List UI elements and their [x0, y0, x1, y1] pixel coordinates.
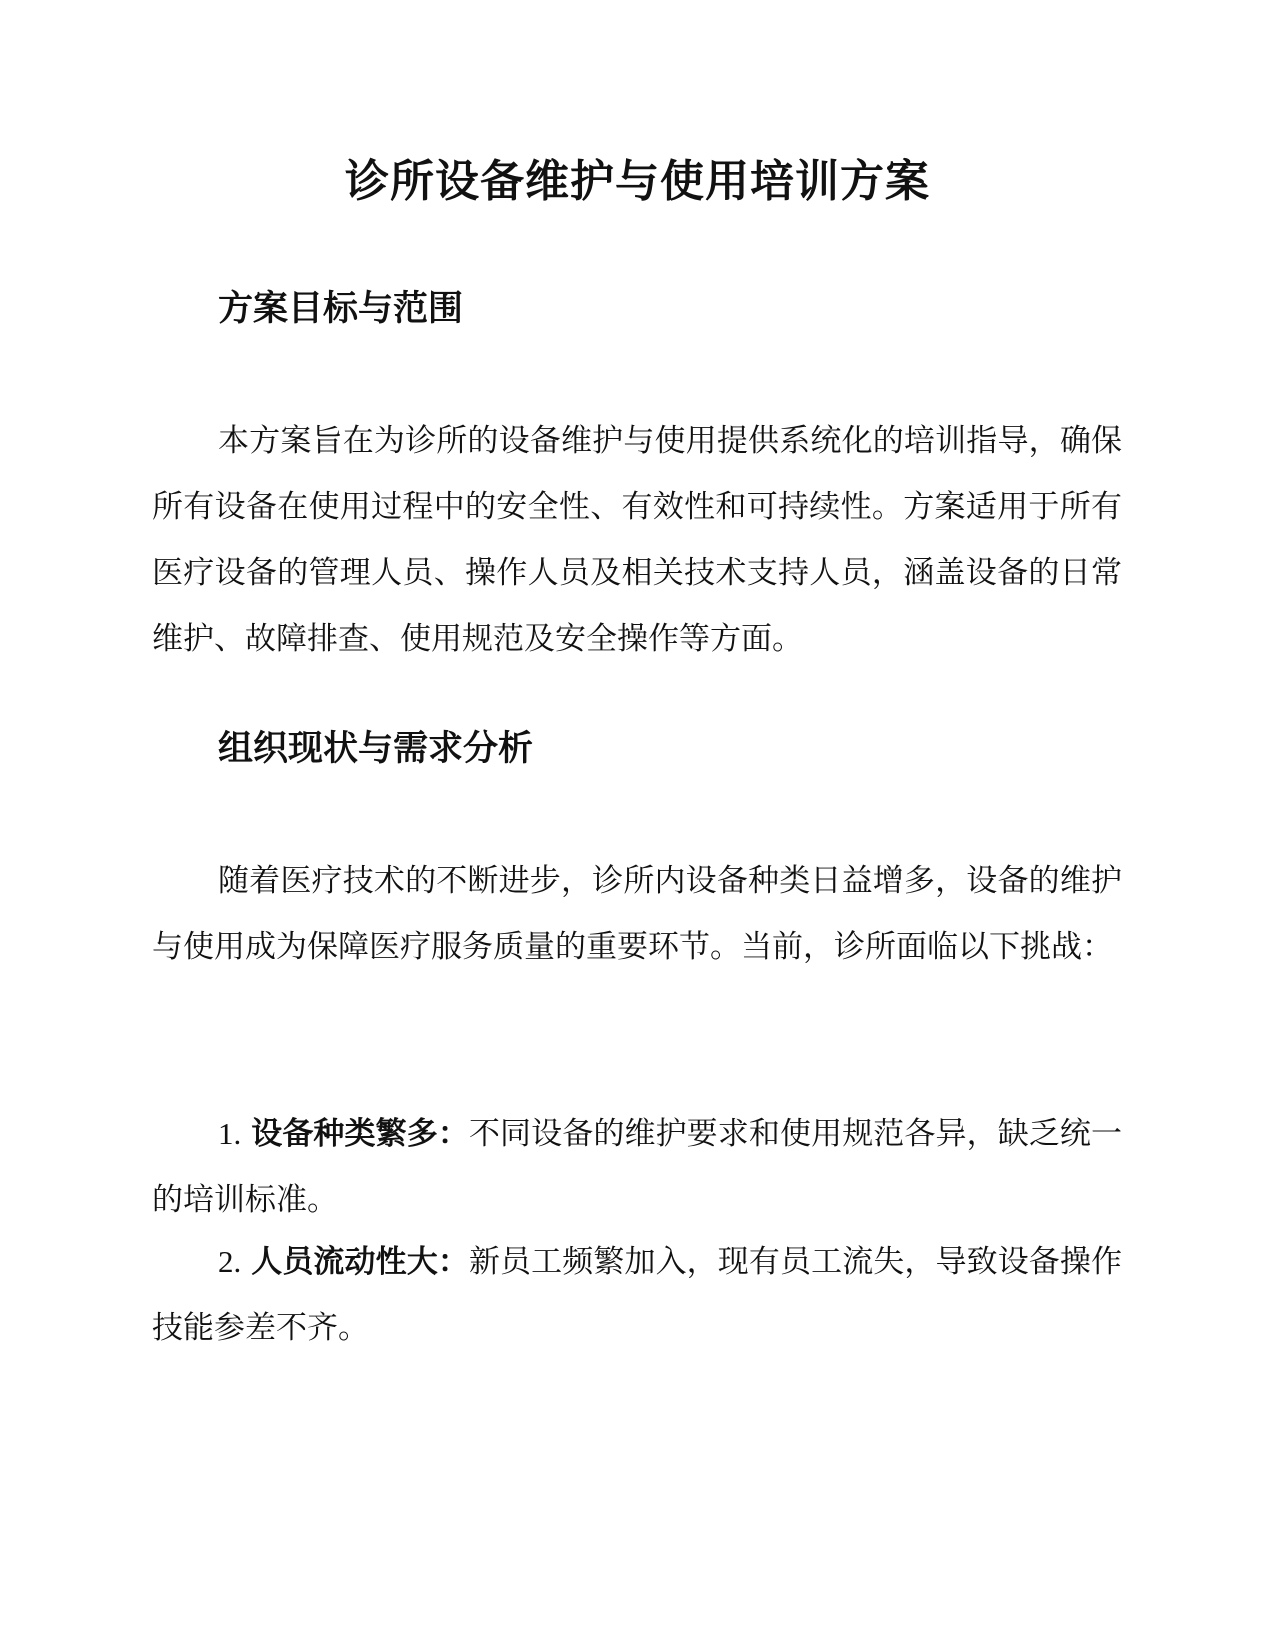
list-item-text: 新员工频繁加入，现有员工流失，导致设备操作技能参差不齐。: [152, 1244, 1123, 1346]
list-item-lead: 人员流动性大：: [251, 1244, 469, 1280]
list-item-lead: 设备种类繁多：: [251, 1116, 469, 1152]
section-paragraph-analysis: 随着医疗技术的不断进步，诊所内设备种类日益增多，设备的维护与使用成为保障医疗服务质量的重要环节。当前，诊所面临以下挑战：: [152, 863, 1122, 965]
section-heading-analysis: 组织现状与需求分析: [218, 729, 534, 769]
list-item-number: 1.: [218, 1116, 242, 1151]
section-paragraph-goals: 本方案旨在为诊所的设备维护与使用提供系统化的培训指导，确保所有设备在使用过程中的安全性、有效性和可持续性。方案适用于所有医疗设备的管理人员、操作人员及相关技术支持人员，涵盖设备的日常维护、故障排查、使用规范及安全操作等方面。: [152, 423, 1122, 657]
list-item: [152, 1101, 1122, 1233]
list-item: [152, 1229, 1122, 1361]
list-item-text: 不同设备的维护要求和使用规范各异，缺乏统一的培训标准。: [152, 1116, 1123, 1218]
list-item-number: 2.: [218, 1244, 242, 1279]
document-title: 诊所设备维护与使用培训方案: [345, 156, 930, 207]
section-heading-goals: 方案目标与范围: [218, 289, 464, 329]
